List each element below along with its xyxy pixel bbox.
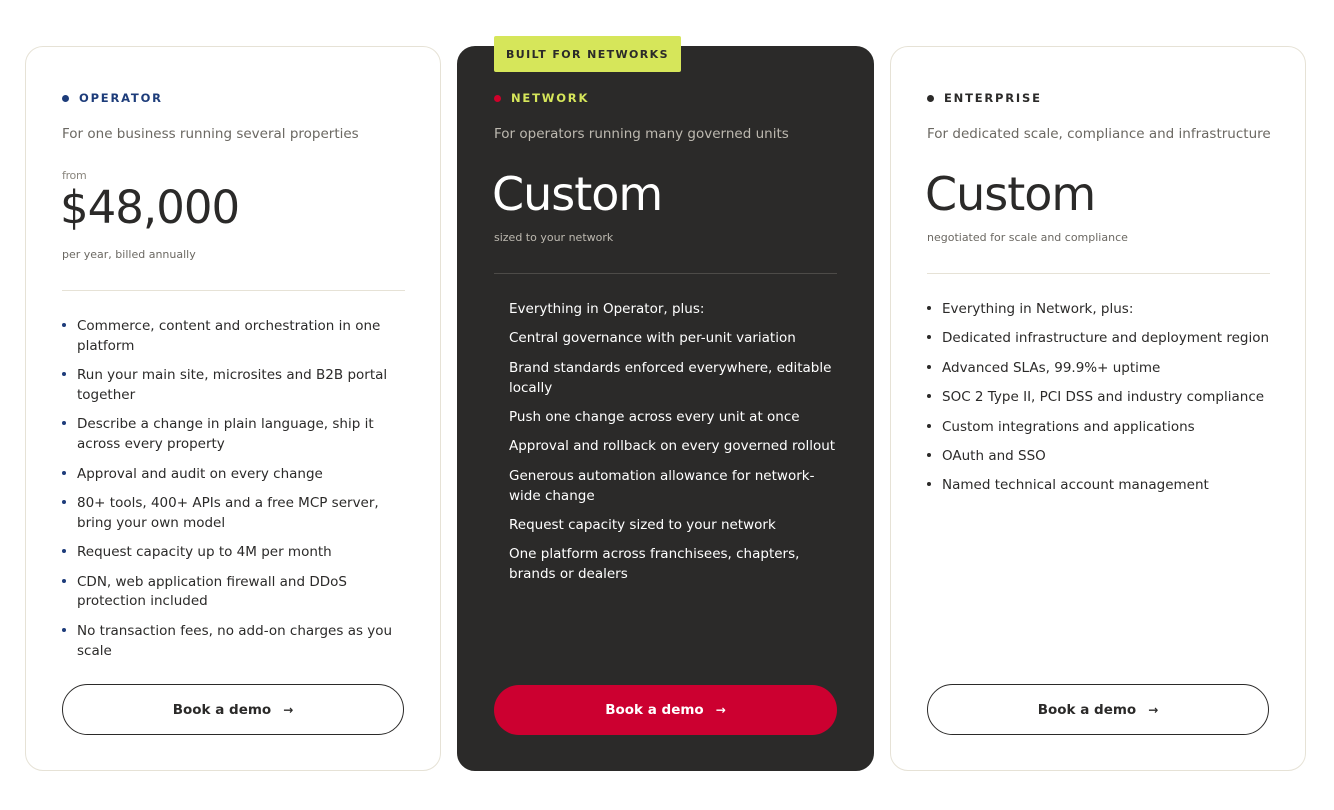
feature-item: Commerce, content and orchestration in one platform — [62, 317, 407, 357]
tier-description: For dedicated scale, compliance and infrastructure — [927, 126, 1271, 142]
divider — [494, 273, 837, 274]
tier-description: For operators running many governed units — [494, 126, 789, 142]
feature-item: Approval and audit on every change — [62, 465, 407, 485]
price-prefix: from — [62, 169, 87, 182]
feature-item: Request capacity sized to your network — [509, 516, 776, 533]
tier-label-enterprise — [927, 91, 1042, 105]
feature-item: Advanced SLAs, 99.9%+ uptime — [927, 359, 1272, 379]
built-for-networks-badge: BUILT FOR NETWORKS — [494, 36, 681, 72]
divider — [62, 290, 405, 291]
book-demo-button[interactable] — [62, 684, 404, 735]
feature-item: Brand standards enforced everywhere, editable locally — [509, 359, 832, 396]
feature-item: One platform across franchisees, chapters, brands or dealers — [509, 546, 800, 583]
feature-item: Approval and rollback on every governed rollout — [509, 438, 836, 455]
book-demo-button[interactable] — [494, 685, 837, 735]
price-note: per year, billed annually — [62, 248, 196, 261]
feature-item: Dedicated infrastructure and deployment region — [927, 329, 1272, 349]
price-note: sized to your network — [494, 231, 614, 244]
pricing-card-enterprise — [890, 46, 1306, 771]
feature-item: Describe a change in plain language, ship it across every property — [62, 415, 407, 455]
price-note: negotiated for scale and compliance — [927, 231, 1128, 244]
feature-item: Central governance with per-unit variation — [509, 330, 796, 347]
feature-item: SOC 2 Type II, PCI DSS and industry compliance — [927, 388, 1272, 408]
tier-name: OPERATOR — [79, 91, 163, 105]
feature-item: Everything in Network, plus: — [927, 300, 1272, 320]
arrow-right-icon: → — [1148, 702, 1159, 717]
tier-description: For one business running several properties — [62, 126, 359, 142]
operator-dot-icon — [62, 95, 69, 102]
network-dot-icon — [494, 95, 501, 102]
feature-item: Generous automation allowance for network-wide change — [509, 467, 815, 504]
feature-item: Push one change across every unit at once — [509, 408, 800, 425]
feature-list — [927, 300, 1272, 506]
feature-list — [62, 317, 407, 671]
price-value: Custom — [492, 167, 663, 221]
tier-name: NETWORK — [511, 91, 590, 105]
button-label: Book a demo — [1037, 701, 1137, 718]
feature-item: CDN, web application firewall and DDoS protection included — [62, 573, 407, 613]
feature-item: Run your main site, microsites and B2B portal together — [62, 366, 407, 406]
tier-name: ENTERPRISE — [944, 91, 1042, 105]
feature-item: No transaction fees, no add-on charges as you scale — [62, 622, 407, 662]
price-value: $48,000 — [60, 181, 240, 234]
enterprise-dot-icon — [927, 95, 934, 102]
feature-item: Named technical account management — [927, 476, 1272, 496]
arrow-right-icon: → — [715, 703, 726, 717]
feature-item: OAuth and SSO — [927, 447, 1272, 467]
button-label: Book a demo — [172, 701, 272, 718]
tier-label-network — [494, 91, 589, 105]
feature-list — [494, 300, 839, 595]
divider — [927, 273, 1270, 274]
feature-item: Custom integrations and applications — [927, 418, 1272, 438]
button-label: Book a demo — [605, 702, 704, 718]
tier-label-operator — [62, 91, 163, 105]
pricing-card-operator — [25, 46, 441, 771]
feature-item: 80+ tools, 400+ APIs and a free MCP server, bring your own model — [62, 494, 407, 534]
feature-item: Everything in Operator, plus: — [509, 301, 705, 317]
price-value: Custom — [925, 167, 1096, 221]
arrow-right-icon: → — [283, 702, 294, 717]
book-demo-button[interactable] — [927, 684, 1269, 735]
feature-item: Request capacity up to 4M per month — [62, 543, 407, 563]
pricing-card-network — [457, 46, 874, 771]
